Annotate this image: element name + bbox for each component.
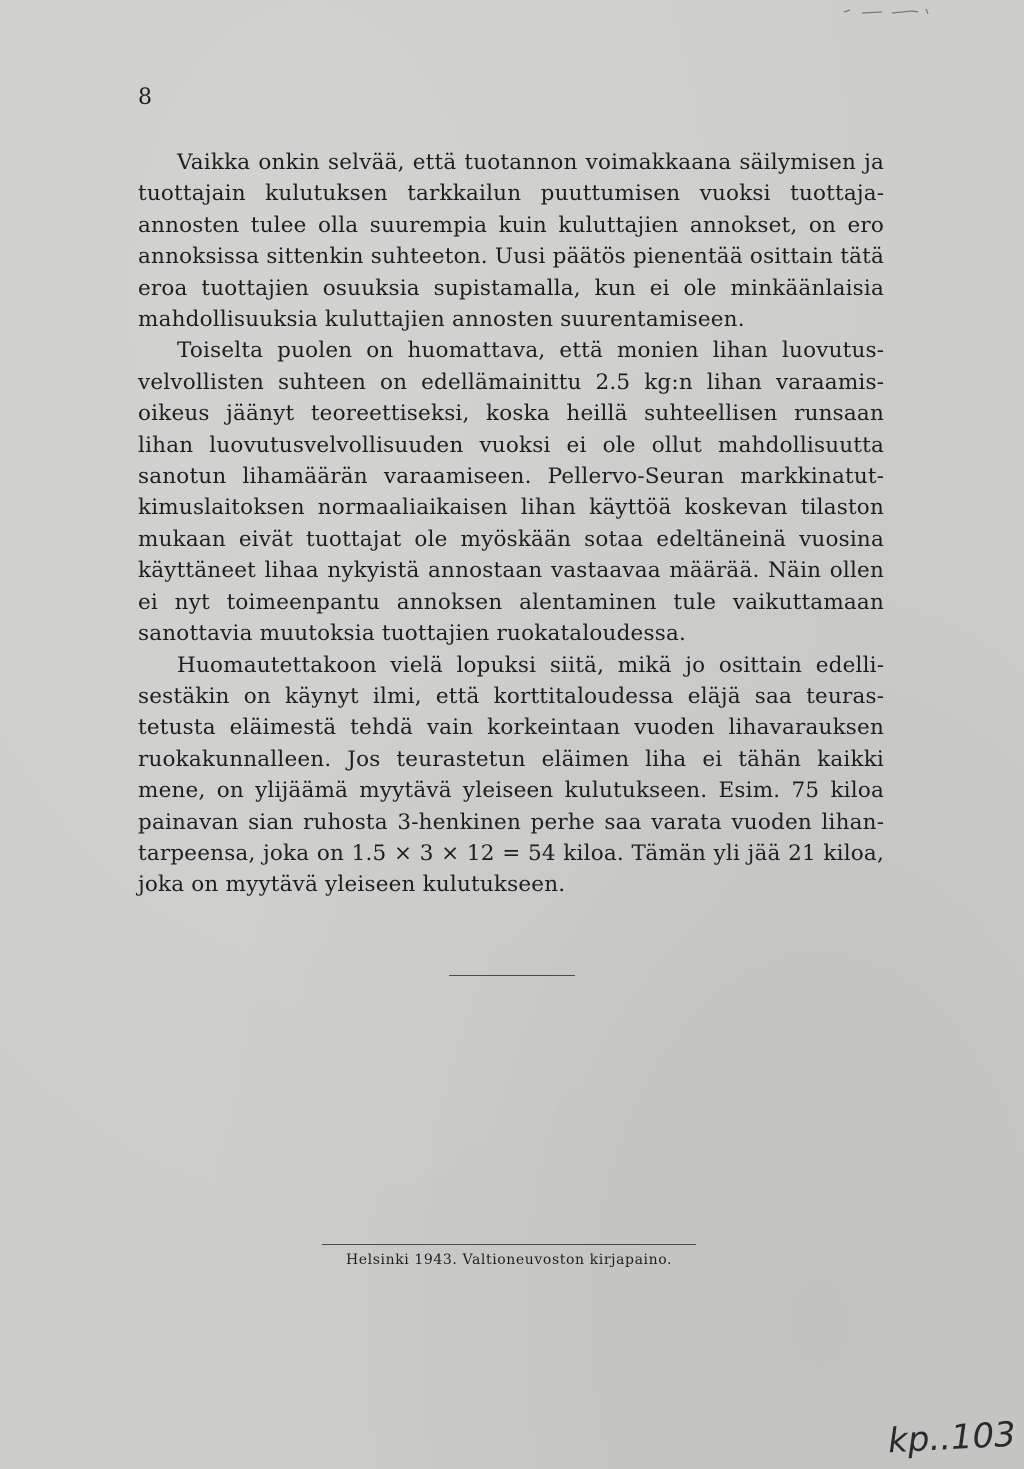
paragraph-2: Toiselta puolen on huomattava, että monien lihan luovutusvelvollisten suhteen on edellämainittu 2.5 kg:n lihan varaamisoikeus jäänyt teoreettiseksi, koska heillä suhteellisen runsaan lihan luovutusvelvollisuuden vuoksi ei ole ollut mahdollisuutta sanotun lihamäärän varaamiseen. Pellervo-Seuran markkinatutkimuslaitoksen normaaliaikaisen lihan käyttöä koskevan tilaston mukaan eivät tuottajat ole myöskään sotaa edeltäneinä vuosina käyttäneet lihaa nykyistä annostaan vastaavaa määrää. Näin ollen ei nyt toimeenpantu annoksen alentaminen tule vaikuttamaan sanottavia muutoksia tuottajien ruokataloudessa.: [138, 338, 884, 647]
page-number: 8: [138, 85, 152, 110]
paragraph-3: Huomautettakoon vielä lopuksi siitä, mikä jo osittain edellisestäkin on käynyt ilmi, että korttitaloudessa eläjä saa teurastetusta eläimestä tehdä vain korkeintaan vuoden lihavarauksen ruokakunnalleen. Jos teurastetun eläimen liha ei tähän kaikki mene, on ylijäämä myytävä yleiseen kulutukseen. Esim. 75 kiloa painavan sian ruhosta 3-henkinen perhe saa varata vuoden lihantarpeensa, joka on 1.5 × 3 × 12 = 54 kiloa. Tämän yli jää 21 kiloa, joka on myytävä yleiseen kulutukseen.: [138, 652, 884, 898]
handwritten-archive-mark: kp..103: [887, 1414, 1017, 1462]
footer-rule: [322, 1244, 696, 1245]
section-divider: [449, 975, 575, 976]
printer-imprint: Helsinki 1943. Valtioneuvoston kirjapaino.: [345, 1252, 673, 1268]
paragraph-1: Vaikka onkin selvää, että tuotannon voimakkaana säilymisen ja tuottajain kulutuksen tarkkailun puuttumisen vuoksi tuottajaannosten tulee olla suurempia kuin kuluttajien annokset, on ero annoksissa sittenkin suhteeton. Uusi päätös pienentää osittain tätä eroa tuottajien osuuksia supistamalla, kun ei ole minkäänlaisia mahdollisuuksia kuluttajien annosten suurentamiseen.: [138, 150, 884, 333]
body-text: [138, 147, 884, 901]
pencil-scribble-mark: [842, 6, 932, 16]
